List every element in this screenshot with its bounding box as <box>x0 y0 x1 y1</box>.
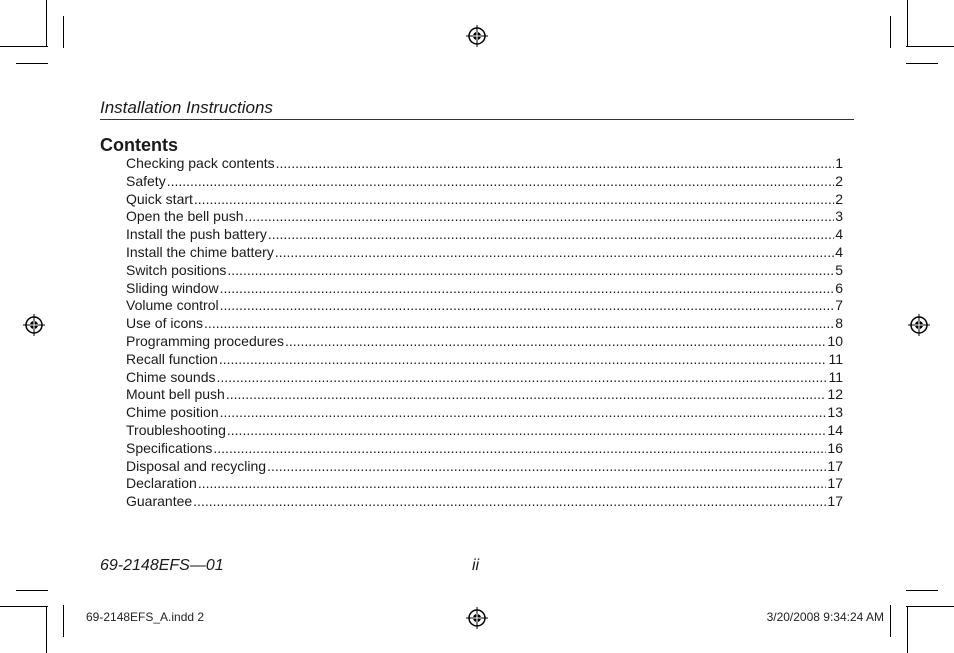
toc-dot-leader <box>204 315 834 333</box>
toc-entry-label: Troubleshooting <box>126 421 226 438</box>
toc-dot-leader <box>220 297 835 315</box>
toc-entry-label: Install the push battery <box>126 226 267 243</box>
toc-entry-page: 13 <box>827 404 843 421</box>
toc-dot-leader <box>226 386 827 404</box>
toc-entry-page: 7 <box>835 297 843 314</box>
toc-entry-label: Volume control <box>126 297 219 314</box>
toc-entry-page: 10 <box>827 332 843 349</box>
toc-entry-page: 2 <box>835 190 843 207</box>
toc-entry <box>126 173 843 191</box>
toc-entry-label: Install the chime battery <box>126 243 274 260</box>
toc-dot-leader <box>213 440 826 458</box>
toc-entry-page: 6 <box>835 279 843 296</box>
toc-entry-label: Declaration <box>126 475 197 492</box>
toc-dot-leader <box>198 475 827 493</box>
toc-entry-page: 11 <box>828 350 843 367</box>
toc-entry <box>126 458 843 476</box>
toc-entry-page: 4 <box>835 226 843 243</box>
crop-mark-icon <box>46 607 47 653</box>
toc-entry-label: Disposal and recycling <box>126 457 267 474</box>
crop-mark-icon <box>906 590 938 591</box>
toc-entry <box>126 208 843 226</box>
toc-entry-page: 17 <box>827 475 843 492</box>
toc-entry <box>126 369 843 387</box>
toc-entry-label: Use of icons <box>126 315 204 332</box>
header-rule <box>100 119 854 120</box>
toc-dot-leader <box>217 369 828 387</box>
toc-dot-leader <box>285 333 826 351</box>
registration-mark-icon <box>908 314 930 336</box>
toc-entry-label: Checking pack contents <box>126 155 275 171</box>
toc-entry-label: Safety <box>126 172 166 189</box>
toc-entry <box>126 333 843 351</box>
toc-entry <box>126 440 843 458</box>
toc-dot-leader <box>194 191 834 209</box>
crop-mark-icon <box>0 606 48 607</box>
toc-entry-label: Mount bell push <box>126 386 225 403</box>
toc-entry <box>126 315 843 333</box>
toc-entry-label: Switch positions <box>126 261 227 278</box>
contents-title: Contents <box>100 135 178 155</box>
toc-entry <box>126 280 843 298</box>
toc-entry <box>126 422 843 440</box>
toc-dot-leader <box>220 280 835 298</box>
toc-entry <box>126 244 843 262</box>
toc-entry-page: 2 <box>835 172 843 189</box>
registration-mark-icon <box>466 607 488 629</box>
running-header: Installation Instructions <box>100 98 273 117</box>
crop-mark-icon <box>46 0 47 46</box>
crop-mark-icon <box>0 46 48 47</box>
toc-entry <box>126 226 843 244</box>
toc-dot-leader <box>219 351 828 369</box>
toc-dot-leader <box>275 244 834 262</box>
toc-entry-page: 12 <box>827 386 843 403</box>
toc-dot-leader <box>276 155 835 173</box>
toc-entry <box>126 475 843 493</box>
page-number: ii <box>472 557 480 574</box>
toc-dot-leader <box>167 173 835 191</box>
toc-entry-label: Specifications <box>126 439 213 456</box>
registration-mark-icon <box>23 314 45 336</box>
toc-dot-leader <box>220 404 827 422</box>
crop-mark-icon <box>63 16 64 48</box>
toc-entry-label: Sliding window <box>126 279 219 296</box>
toc-dot-leader <box>268 226 834 244</box>
crop-mark-icon <box>890 16 891 48</box>
toc-entry-page: 11 <box>828 368 843 385</box>
slug-timestamp: 3/20/2008 9:34:24 AM <box>766 610 884 624</box>
crop-mark-icon <box>906 606 954 607</box>
toc-entry-label: Open the bell push <box>126 208 244 225</box>
toc-entry-page: 17 <box>827 493 843 510</box>
crop-mark-icon <box>63 605 64 637</box>
toc-entry-page: 5 <box>835 261 843 278</box>
document-number: 69-2148EFS—01 <box>100 557 224 574</box>
crop-mark-icon <box>16 63 48 64</box>
toc-dot-leader <box>227 422 827 440</box>
crop-mark-icon <box>907 0 908 46</box>
toc-entry <box>126 191 843 209</box>
table-of-contents <box>126 155 843 511</box>
toc-entry <box>126 404 843 422</box>
toc-dot-leader <box>267 458 826 476</box>
toc-entry <box>126 155 843 173</box>
toc-entry <box>126 297 843 315</box>
toc-entry <box>126 386 843 404</box>
toc-entry-label: Quick start <box>126 190 193 207</box>
crop-mark-icon <box>907 607 908 653</box>
toc-entry-label: Guarantee <box>126 493 193 510</box>
toc-entry-page: 3 <box>835 208 843 225</box>
toc-entry <box>126 493 843 511</box>
toc-entry <box>126 351 843 369</box>
crop-mark-icon <box>906 63 938 64</box>
crop-mark-icon <box>890 605 891 637</box>
toc-entry-page: 14 <box>827 421 843 438</box>
slug-file-info: 69-2148EFS_A.indd 2 <box>86 610 205 624</box>
crop-mark-icon <box>906 46 954 47</box>
toc-entry <box>126 262 843 280</box>
toc-entry-page: 1 <box>835 155 843 171</box>
toc-dot-leader <box>245 208 835 226</box>
toc-entry-label: Chime position <box>126 404 219 421</box>
toc-entry-label: Recall function <box>126 350 218 367</box>
registration-mark-icon <box>466 25 488 47</box>
toc-dot-leader <box>227 262 834 280</box>
toc-entry-page: 17 <box>827 457 843 474</box>
toc-entry-label: Chime sounds <box>126 368 216 385</box>
toc-entry-label: Programming procedures <box>126 332 284 349</box>
toc-entry-page: 8 <box>835 315 843 332</box>
toc-entry-page: 16 <box>827 439 843 456</box>
crop-mark-icon <box>16 590 48 591</box>
toc-entry-page: 4 <box>835 243 843 260</box>
toc-dot-leader <box>193 493 826 511</box>
